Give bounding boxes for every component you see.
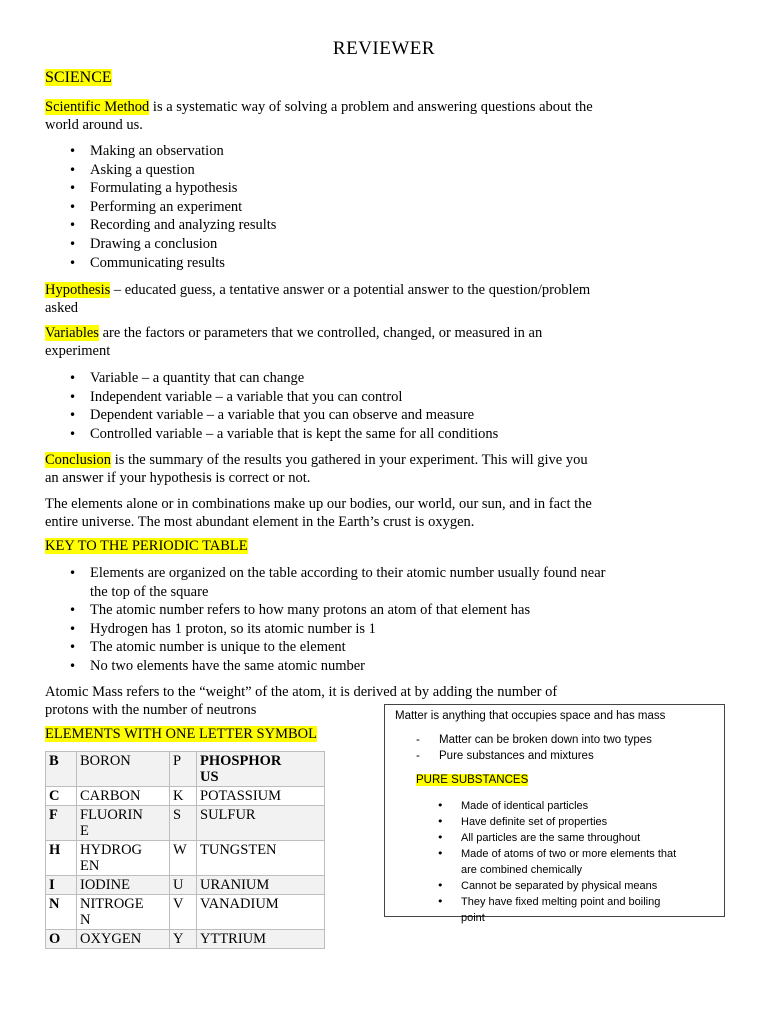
elements-paragraph-line2: entire universe. The most abundant element in the Earth’s crust is oxygen. bbox=[45, 514, 475, 530]
hypothesis-def-line1: – educated guess, a tentative answer or a potential answer to the question/problem bbox=[110, 282, 591, 298]
table-row bbox=[46, 876, 325, 895]
list-item: • Recording and analyzing results bbox=[45, 216, 725, 235]
list-item: • Independent variable – a variable that you can control bbox=[45, 388, 725, 407]
element-symbol: K bbox=[170, 787, 197, 806]
list-item: • Drawing a conclusion bbox=[45, 235, 725, 254]
variable-types-list bbox=[45, 369, 725, 443]
list-item bbox=[385, 846, 725, 878]
conclusion-def-line1: is the summary of the results you gathered in your experiment. This will give you bbox=[111, 452, 588, 468]
list-item: • Controlled variable – a variable that is kept the same for all conditions bbox=[45, 425, 725, 444]
element-symbol: W bbox=[170, 841, 197, 876]
dash-icon: - bbox=[416, 734, 420, 746]
list-item-line: Made of atoms of two or more elements that bbox=[461, 848, 677, 860]
element-name: SULFUR bbox=[197, 806, 325, 841]
list-item: • Hydrogen has 1 proton, so its atomic number is 1 bbox=[45, 620, 725, 639]
list-item-line: point bbox=[461, 912, 485, 924]
hypothesis-def-line2: asked bbox=[45, 300, 79, 316]
element-name-line: BORON bbox=[80, 753, 131, 769]
conclusion-def-line2: an answer if your hypothesis is correct or not. bbox=[45, 470, 311, 486]
matter-intro: Matter is anything that occupies space and has mass bbox=[395, 710, 666, 722]
element-name-line: US bbox=[200, 769, 219, 785]
table-row bbox=[46, 752, 325, 787]
scientific-method-def-line1: is a systematic way of solving a problem and answering questions about the bbox=[149, 99, 593, 115]
scientific-method-def-line2: world around us. bbox=[45, 117, 143, 133]
scientific-method-definition bbox=[45, 98, 725, 134]
element-symbol: N bbox=[46, 895, 77, 930]
element-name-line: N bbox=[80, 912, 91, 928]
list-item: • The atomic number is unique to the element bbox=[45, 638, 725, 657]
element-name-line: NITROGE bbox=[80, 896, 144, 912]
dash-icon: - bbox=[416, 750, 420, 762]
matter-text-box bbox=[384, 704, 725, 924]
element-name bbox=[77, 752, 170, 787]
element-symbol: P bbox=[170, 752, 197, 787]
list-item bbox=[45, 564, 725, 601]
science-heading bbox=[45, 69, 112, 87]
atomic-mass-line1: Atomic Mass refers to the “weight” of the atom, it is derived at by adding the number of bbox=[45, 684, 558, 700]
matter-dash-item: Pure substances and mixtures bbox=[439, 750, 594, 762]
list-item-line: They have fixed melting point and boiling bbox=[461, 896, 661, 908]
element-name-line: PHOSPHOR bbox=[200, 753, 282, 769]
pure-substances-heading bbox=[416, 774, 528, 786]
table-row bbox=[46, 787, 325, 806]
list-item: • Performing an experiment bbox=[45, 198, 725, 217]
element-symbol: U bbox=[170, 876, 197, 895]
list-item-line: are combined chemically bbox=[461, 864, 583, 876]
table-row bbox=[46, 930, 325, 949]
scientific-method-steps bbox=[45, 142, 725, 272]
element-name bbox=[77, 841, 170, 876]
element-symbol: F bbox=[46, 806, 77, 841]
list-item-line: Elements are organized on the table according to their atomic number usually found near bbox=[90, 565, 606, 581]
element-symbol: C bbox=[46, 787, 77, 806]
pure-substances-list bbox=[385, 798, 725, 926]
variables-def-line1: are the factors or parameters that we controlled, changed, or measured in an bbox=[98, 325, 543, 341]
list-item: • Asking a question bbox=[45, 161, 725, 180]
hypothesis-definition bbox=[45, 281, 725, 317]
scientific-method-term: Scientific Method bbox=[45, 99, 150, 115]
element-symbol: B bbox=[46, 752, 77, 787]
pure-substances-heading-text: PURE SUBSTANCES bbox=[416, 774, 529, 786]
element-name bbox=[197, 752, 325, 787]
one-letter-heading bbox=[45, 726, 317, 743]
list-item: • Cannot be separated by physical means bbox=[385, 878, 725, 894]
conclusion-definition bbox=[45, 451, 725, 487]
conclusion-term: Conclusion bbox=[45, 452, 112, 468]
elements-table bbox=[45, 751, 325, 949]
element-symbol: V bbox=[170, 895, 197, 930]
periodic-table-points bbox=[45, 564, 725, 676]
element-symbol: O bbox=[46, 930, 77, 949]
one-letter-heading-text: ELEMENTS WITH ONE LETTER SYMBOL bbox=[45, 726, 317, 742]
list-item-line: the top of the square bbox=[90, 583, 209, 600]
element-name-line: HYDROG bbox=[80, 842, 143, 858]
element-symbol: I bbox=[46, 876, 77, 895]
matter-dash-item: Matter can be broken down into two types bbox=[439, 734, 652, 746]
list-item: • Have definite set of properties bbox=[385, 814, 725, 830]
list-item: • Dependent variable – a variable that you can observe and measure bbox=[45, 406, 725, 425]
periodic-table-heading-text: KEY TO THE PERIODIC TABLE bbox=[45, 538, 248, 554]
list-item: • Made of identical particles bbox=[385, 798, 725, 814]
science-heading-text: SCIENCE bbox=[45, 69, 112, 86]
table-row bbox=[46, 806, 325, 841]
element-symbol: Y bbox=[170, 930, 197, 949]
variables-definition bbox=[45, 324, 725, 360]
element-symbol: H bbox=[46, 841, 77, 876]
elements-paragraph-line1: The elements alone or in combinations make up our bodies, our world, our sun, and in fact the bbox=[45, 496, 592, 512]
element-name bbox=[77, 895, 170, 930]
variables-def-line2: experiment bbox=[45, 343, 111, 359]
element-name bbox=[77, 806, 170, 841]
element-name: URANIUM bbox=[197, 876, 325, 895]
element-name: CARBON bbox=[77, 787, 170, 806]
element-name: IODINE bbox=[77, 876, 170, 895]
list-item: • Making an observation bbox=[45, 142, 725, 161]
table-row bbox=[46, 895, 325, 930]
element-name: TUNGSTEN bbox=[197, 841, 325, 876]
hypothesis-term: Hypothesis bbox=[45, 282, 111, 298]
element-name: OXYGEN bbox=[77, 930, 170, 949]
periodic-table-heading bbox=[45, 538, 248, 555]
atomic-mass-line2: protons with the number of neutrons bbox=[45, 702, 257, 718]
element-symbol: S bbox=[170, 806, 197, 841]
list-item: • The atomic number refers to how many protons an atom of that element has bbox=[45, 601, 725, 620]
list-item: • Formulating a hypothesis bbox=[45, 179, 725, 198]
elements-paragraph bbox=[45, 495, 725, 531]
element-name-line: FLUORIN bbox=[80, 807, 143, 823]
list-item: • All particles are the same throughout bbox=[385, 830, 725, 846]
table-row bbox=[46, 841, 325, 876]
variables-term: Variables bbox=[45, 325, 99, 341]
list-item: • No two elements have the same atomic number bbox=[45, 657, 725, 676]
element-name: YTTRIUM bbox=[197, 930, 325, 949]
element-name: POTASSIUM bbox=[197, 787, 325, 806]
page-title: REVIEWER bbox=[332, 38, 436, 59]
list-item: • Variable – a quantity that can change bbox=[45, 369, 725, 388]
element-name-line: E bbox=[80, 823, 89, 839]
list-item: • Communicating results bbox=[45, 254, 725, 273]
element-name-line: EN bbox=[80, 858, 100, 874]
list-item bbox=[385, 894, 725, 926]
element-name: VANADIUM bbox=[197, 895, 325, 930]
